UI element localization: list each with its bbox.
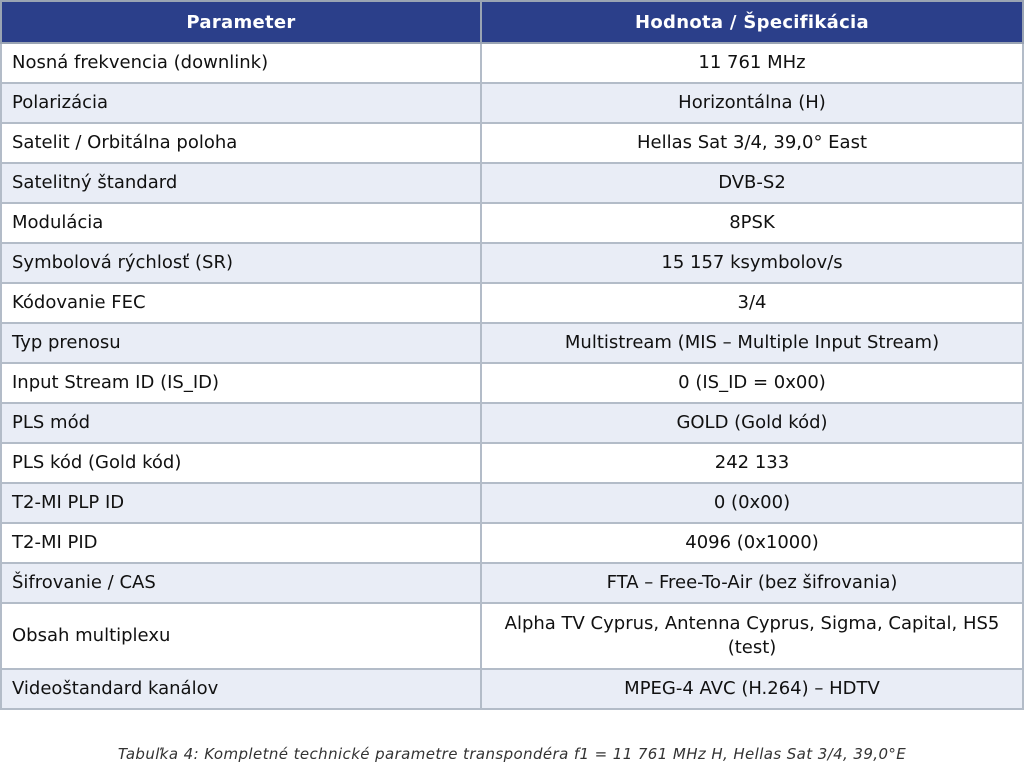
table-row: [1, 83, 1023, 123]
row-parameter: Nosná frekvencia (downlink): [1, 43, 481, 83]
row-value: 0 (IS_ID = 0x00): [481, 363, 1023, 403]
row-parameter: Modulácia: [1, 203, 481, 243]
row-value: 15 157 ksymbolov/s: [481, 243, 1023, 283]
table-row: [1, 363, 1023, 403]
row-value: Multistream (MIS – Multiple Input Stream): [481, 323, 1023, 363]
row-value: FTA – Free-To-Air (bez šifrovania): [481, 563, 1023, 603]
table-row: [1, 403, 1023, 443]
row-value: GOLD (Gold kód): [481, 403, 1023, 443]
table-row: [1, 163, 1023, 203]
table-row: [1, 669, 1023, 709]
row-value: 3/4: [481, 283, 1023, 323]
row-parameter: PLS mód: [1, 403, 481, 443]
row-parameter: T2-MI PID: [1, 523, 481, 563]
header-value: Hodnota / Špecifikácia: [481, 1, 1023, 43]
row-parameter: Obsah multiplexu: [1, 603, 481, 669]
table-row: [1, 603, 1023, 669]
row-parameter: Kódovanie FEC: [1, 283, 481, 323]
row-value: 8PSK: [481, 203, 1023, 243]
row-value: Horizontálna (H): [481, 83, 1023, 123]
row-parameter: Videoštandard kanálov: [1, 669, 481, 709]
row-parameter: Input Stream ID (IS_ID): [1, 363, 481, 403]
row-parameter: PLS kód (Gold kód): [1, 443, 481, 483]
table-row: [1, 203, 1023, 243]
table-row: [1, 483, 1023, 523]
row-parameter: Satelitný štandard: [1, 163, 481, 203]
row-parameter: Typ prenosu: [1, 323, 481, 363]
table-row: [1, 283, 1023, 323]
table-row: [1, 443, 1023, 483]
row-parameter: Satelit / Orbitálna poloha: [1, 123, 481, 163]
row-value: MPEG-4 AVC (H.264) – HDTV: [481, 669, 1023, 709]
row-value: DVB-S2: [481, 163, 1023, 203]
row-parameter: T2-MI PLP ID: [1, 483, 481, 523]
table-row: [1, 243, 1023, 283]
table-caption: Tabuľka 4: Kompletné technické parametre transpondéra f1 = 11 761 MHz H, Hellas Sat 3/4, 39,0°E: [117, 745, 907, 763]
row-value: 242 133: [481, 443, 1023, 483]
row-value: Alpha TV Cyprus, Antenna Cyprus, Sigma, Capital, HS5 (test): [481, 603, 1023, 669]
table-row: [1, 43, 1023, 83]
row-value: 11 761 MHz: [481, 43, 1023, 83]
row-parameter: Šifrovanie / CAS: [1, 563, 481, 603]
row-value: Hellas Sat 3/4, 39,0° East: [481, 123, 1023, 163]
table-row: [1, 123, 1023, 163]
table-row: [1, 323, 1023, 363]
row-value: 4096 (0x1000): [481, 523, 1023, 563]
header-parameter: Parameter: [1, 1, 481, 43]
row-parameter: Symbolová rýchlosť (SR): [1, 243, 481, 283]
row-parameter: Polarizácia: [1, 83, 481, 123]
row-value: 0 (0x00): [481, 483, 1023, 523]
table-row: [1, 563, 1023, 603]
table-row: [1, 523, 1023, 563]
table-header-row: [1, 1, 1023, 43]
